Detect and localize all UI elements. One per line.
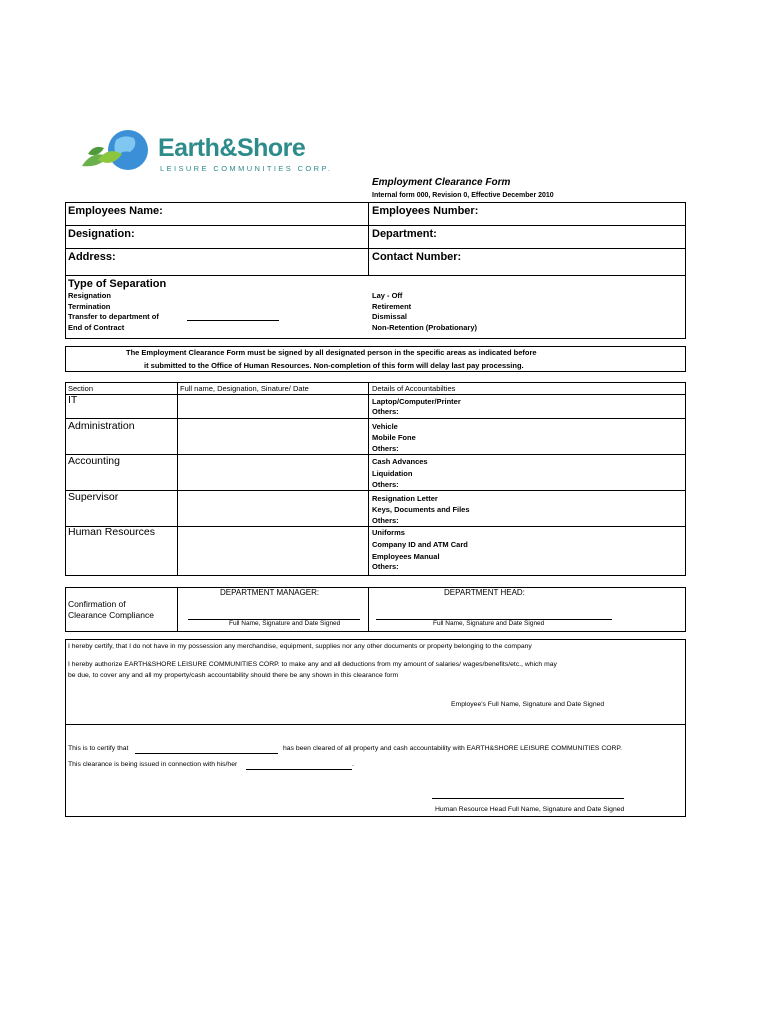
- company-logo: [78, 126, 338, 176]
- logo-name: Earth&Shore: [158, 134, 306, 162]
- notice-line-1: The Employment Clearance Form must be signed by all designated person in the specific areas as indicated before: [126, 348, 537, 357]
- separation-option: Retirement: [372, 302, 412, 311]
- logo-tagline: LEISURE COMMUNITIES CORP.: [160, 164, 333, 173]
- transfer-department-blank: [187, 320, 279, 321]
- confirmation-label-1: Confirmation of: [68, 599, 126, 609]
- accountability-item: Keys, Documents and Files: [372, 505, 470, 514]
- department-manager-title: DEPARTMENT MANAGER:: [220, 588, 320, 597]
- separation-option: Transfer to department of: [68, 312, 159, 321]
- manager-caption: Full Name, Signature and Date Signed: [229, 620, 341, 627]
- separation-option: Resignation: [68, 291, 111, 300]
- confirmation-box: [65, 587, 686, 632]
- accountability-item: Others:: [372, 516, 399, 525]
- head-caption: Full Name, Signature and Date Signed: [433, 620, 545, 627]
- accountability-item: Mobile Fone: [372, 433, 416, 442]
- address-label: Address:: [68, 251, 116, 263]
- accountability-item: Uniforms: [372, 528, 405, 537]
- separation-option: End of Contract: [68, 323, 125, 332]
- accountability-item: Cash Advances: [372, 457, 428, 466]
- employees-number-label: Employees Number:: [372, 205, 479, 217]
- contact-number-label: Contact Number:: [372, 251, 462, 263]
- accountability-item: Company ID and ATM Card: [372, 540, 468, 549]
- notice-line-2: it submitted to the Office of Human Resources. Non-completion of this form will delay last pay processing.: [144, 361, 524, 370]
- section-it: IT: [68, 394, 78, 406]
- table-header-details: Details of Accountabilties: [372, 384, 456, 393]
- certification-line-3: be due, to cover any and all my property/cash accountability should there be any shown in this clearance form: [68, 672, 399, 679]
- accountability-item: Resignation Letter: [372, 494, 438, 503]
- section-administration: Administration: [68, 420, 135, 432]
- form-subtitle: Internal form 000, Revision 0, Effective December 2010: [372, 192, 554, 199]
- table-header-signature: Full name, Designation, Sinature/ Date: [180, 384, 309, 393]
- separation-option: Non-Retention (Probationary): [372, 323, 477, 332]
- accountability-item: Others:: [372, 407, 399, 416]
- hr-issued-prefix: This clearance is being issued in connection with his/her: [68, 761, 238, 768]
- confirmation-label-2: Clearance Compliance: [68, 610, 154, 620]
- accountability-item: Others:: [372, 444, 399, 453]
- separation-option: Dismissal: [372, 312, 408, 321]
- globe-leaf-icon: [78, 126, 158, 176]
- section-supervisor: Supervisor: [68, 491, 119, 503]
- section-accounting: Accounting: [68, 455, 120, 467]
- accountability-item: Vehicle: [372, 422, 398, 431]
- separation-title: Type of Separation: [68, 278, 167, 290]
- separation-option: Lay - Off: [372, 291, 403, 300]
- accountability-item: Others:: [372, 480, 399, 489]
- hr-caption: Human Resource Head Full Name, Signature and Date Signed: [435, 806, 625, 813]
- accountability-item: Liquidation: [372, 469, 413, 478]
- hr-signature-line[interactable]: [432, 798, 624, 799]
- employees-name-label: Employees Name:: [68, 205, 163, 217]
- hr-issued-suffix: .: [352, 761, 354, 768]
- employee-name-blank[interactable]: [135, 753, 278, 754]
- accountability-item: Employees Manual: [372, 552, 440, 561]
- department-head-title: DEPARTMENT HEAD:: [444, 588, 525, 597]
- department-label: Department:: [372, 228, 437, 240]
- form-title: Employment Clearance Form: [372, 177, 511, 188]
- certification-line-1: I hereby certify, that I do not have in my possession any merchandise, equipment, supplies nor any other documents or property belonging to the company: [68, 643, 532, 650]
- section-human-resources: Human Resources: [68, 526, 155, 538]
- accountability-item: Laptop/Computer/Printer: [372, 397, 461, 406]
- certification-line-2: I hereby authorize EARTH&SHORE LEISURE COMMUNITIES CORP. to make any and all deductions from my amount of salaries/ wages/benefits/etc., which may: [68, 661, 557, 668]
- accountability-item: Others:: [372, 562, 399, 571]
- reason-blank[interactable]: [246, 769, 352, 770]
- hr-certify-prefix: This is to certify that: [68, 745, 129, 752]
- separation-option: Termination: [68, 302, 111, 311]
- employee-caption: Employee's Full Name, Signature and Date Signed: [451, 701, 605, 708]
- table-header-section: Section: [68, 384, 94, 393]
- designation-label: Designation:: [68, 228, 135, 240]
- hr-certify-suffix: has been cleared of all property and cash accountability with EARTH&SHORE LEISURE COMMUNITIES CORP.: [283, 745, 622, 752]
